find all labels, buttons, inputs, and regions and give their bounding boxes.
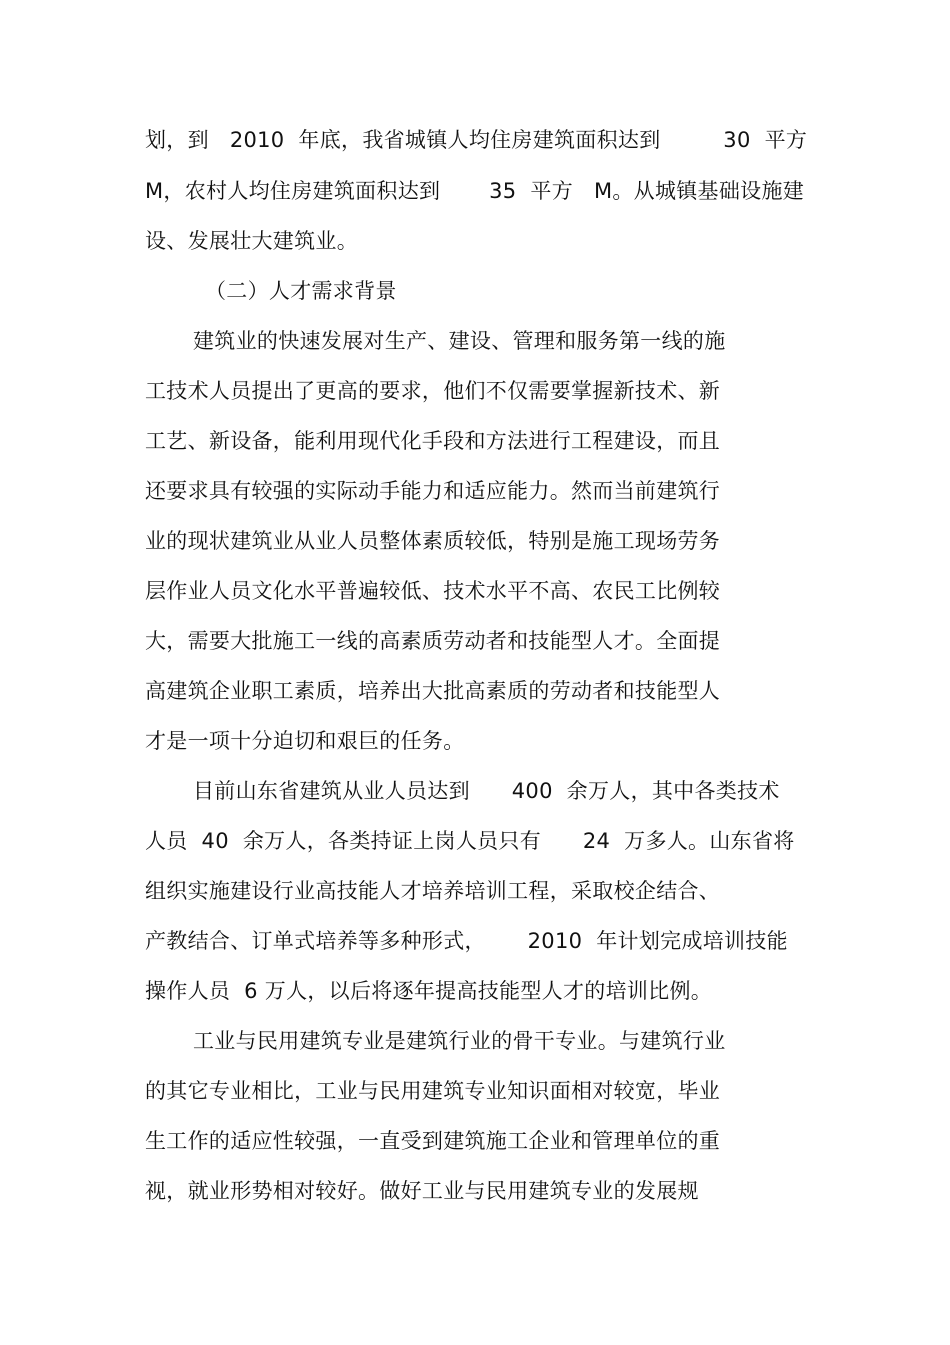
body-text-line: 高建筑企业职工素质，培养出大批高素质的劳动者和技能型人	[145, 679, 721, 703]
body-text-line: 大，需要大批施工一线的高素质劳动者和技能型人才。全面提	[145, 629, 721, 653]
body-text-line: 视，就业形势相对较好。做好工业与民用建筑专业的发展规	[145, 1179, 699, 1203]
body-text-line: 生工作的适应性较强，一直受到建筑施工企业和管理单位的重	[145, 1129, 721, 1153]
paragraph-first-line: 目前山东省建筑从业人员达到 400 余万人，其中各类技术	[193, 779, 780, 803]
body-text-line: 层作业人员文化水平普遍较低、技术水平不高、农民工比例较	[145, 579, 721, 603]
body-text-line: 人员 40 余万人，各类持证上岗人员只有 24 万多人。山东省将	[145, 829, 795, 853]
body-text-line: 业的现状建筑业从业人员整体素质较低，特别是施工现场劳务	[145, 529, 721, 553]
body-text-line: 工技术人员提出了更高的要求，他们不仅需要掌握新技术、新	[145, 379, 721, 403]
body-text-line: 产教结合、订单式培养等多种形式， 2010 年计划完成培训技能	[145, 929, 788, 953]
body-text-line: 操作人员 6 万人，以后将逐年提高技能型人才的培训比例。	[145, 979, 713, 1003]
body-text-line: 设、发展壮大建筑业。	[145, 229, 358, 253]
body-text-line: 组织实施建设行业高技能人才培养培训工程，采取校企结合、	[145, 879, 721, 903]
paragraph-first-line: 建筑业的快速发展对生产、建设、管理和服务第一线的施	[193, 329, 726, 353]
body-text-line: 才是一项十分迫切和艰巨的任务。	[145, 729, 465, 753]
body-text-line: M，农村人均住房建筑面积达到 35 平方 M。从城镇基础设施建	[145, 179, 805, 203]
body-text-line: 的其它专业相比，工业与民用建筑专业知识面相对较宽，毕业	[145, 1079, 721, 1103]
section-heading: （二）人才需求背景	[205, 279, 397, 303]
body-text-line: 划，到 2010 年底，我省城镇人均住房建筑面积达到 30 平方	[145, 128, 808, 152]
body-text-line: 还要求具有较强的实际动手能力和适应能力。然而当前建筑行	[145, 479, 721, 503]
body-text-line: 工艺、新设备，能利用现代化手段和方法进行工程建设，而且	[145, 429, 721, 453]
paragraph-first-line: 工业与民用建筑专业是建筑行业的骨干专业。与建筑行业	[193, 1029, 726, 1053]
